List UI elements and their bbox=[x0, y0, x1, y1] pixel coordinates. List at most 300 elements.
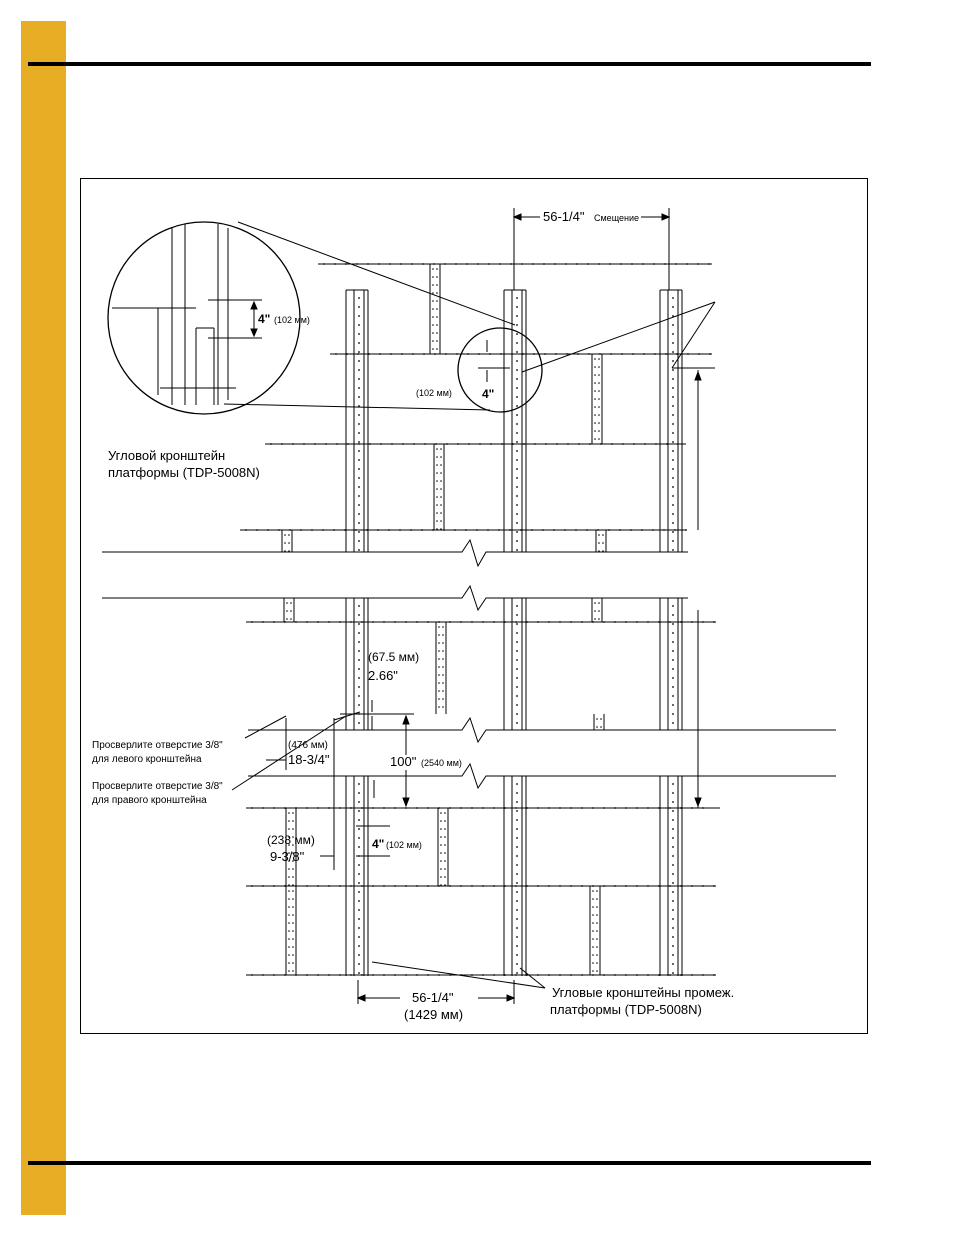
stiffener-hole bbox=[672, 450, 674, 452]
seam-bolt bbox=[284, 534, 286, 536]
seam-bolt bbox=[290, 618, 292, 620]
seam-bolt bbox=[592, 914, 594, 916]
bolt-hole bbox=[499, 263, 501, 265]
bolt-hole bbox=[581, 621, 583, 623]
stiffener-hole bbox=[672, 704, 674, 706]
dim-4-lower-mm-text: (102 мм) bbox=[386, 840, 422, 850]
stiffener-hole bbox=[516, 623, 518, 625]
stiffener-hole bbox=[358, 477, 360, 479]
seam-bolt bbox=[436, 348, 438, 350]
bolt-hole bbox=[454, 529, 456, 531]
stiffener-hole bbox=[672, 477, 674, 479]
seam-bolt bbox=[432, 292, 434, 294]
bolt-hole bbox=[647, 621, 649, 623]
stiffener-hole bbox=[516, 324, 518, 326]
seam-bolt bbox=[436, 284, 438, 286]
stiffener-hole bbox=[516, 668, 518, 670]
stiffener-hole bbox=[358, 918, 360, 920]
bolt-hole bbox=[523, 443, 525, 445]
bolt-hole bbox=[339, 807, 341, 809]
bolt-hole bbox=[306, 885, 308, 887]
bolt-hole bbox=[433, 263, 435, 265]
circle-mm-text: (102 мм) bbox=[416, 388, 452, 398]
stiffener-hole bbox=[516, 450, 518, 452]
seam-bolt bbox=[440, 472, 442, 474]
bolt-hole bbox=[545, 443, 547, 445]
dim-266-text: 2.66" bbox=[368, 668, 398, 683]
bolt-hole bbox=[262, 807, 264, 809]
seam-bolt bbox=[592, 922, 594, 924]
stiffener-hole bbox=[516, 414, 518, 416]
seam-bolt bbox=[598, 414, 600, 416]
stiffener-hole bbox=[358, 837, 360, 839]
seam-bolt bbox=[598, 602, 600, 604]
seam-bolt bbox=[436, 300, 438, 302]
stiffener-hole bbox=[672, 900, 674, 902]
bolt-hole bbox=[548, 885, 550, 887]
seam-bolt bbox=[432, 300, 434, 302]
stiffener-hole bbox=[516, 882, 518, 884]
bolt-hole bbox=[460, 807, 462, 809]
bolt-hole bbox=[273, 621, 275, 623]
stiffener-hole bbox=[672, 605, 674, 607]
stiffener-hole bbox=[516, 783, 518, 785]
bolt-hole bbox=[383, 885, 385, 887]
seam-bolt bbox=[592, 962, 594, 964]
seam-bolt bbox=[436, 528, 438, 530]
stiffener-hole bbox=[358, 360, 360, 362]
bolt-hole bbox=[427, 807, 429, 809]
break-line bbox=[102, 586, 688, 610]
stiffener-hole bbox=[358, 378, 360, 380]
seam-bolt bbox=[438, 642, 440, 644]
drill-right-label-2: для правого кронштейна bbox=[92, 795, 207, 806]
stiffener-hole bbox=[672, 882, 674, 884]
stiffener-hole bbox=[358, 864, 360, 866]
bolt-hole bbox=[460, 885, 462, 887]
seam-bolt bbox=[292, 828, 294, 830]
stiffener-hole bbox=[516, 513, 518, 515]
stiffener-hole bbox=[358, 954, 360, 956]
stiffener-hole bbox=[358, 387, 360, 389]
seam-bolt bbox=[440, 812, 442, 814]
seam-bolt bbox=[440, 820, 442, 822]
stiffener-hole bbox=[516, 936, 518, 938]
seam-bolt bbox=[432, 308, 434, 310]
seam-bolt bbox=[288, 890, 290, 892]
bolt-hole bbox=[521, 263, 523, 265]
seam-bolt bbox=[436, 488, 438, 490]
stiffener-hole bbox=[516, 918, 518, 920]
stiffener-hole bbox=[672, 846, 674, 848]
bottom-dim-mm-text: (1429 мм) bbox=[404, 1007, 464, 1022]
seam-bolt bbox=[598, 550, 600, 552]
seam-bolt bbox=[438, 674, 440, 676]
stiffener-hole bbox=[672, 686, 674, 688]
bolt-hole bbox=[416, 974, 418, 976]
bolt-hole bbox=[570, 621, 572, 623]
bolt-hole bbox=[631, 263, 633, 265]
offset-word-text: Смещение bbox=[594, 213, 640, 223]
seam-bolt bbox=[594, 430, 596, 432]
bolt-hole bbox=[565, 263, 567, 265]
seam-bolt bbox=[592, 970, 594, 972]
bolt-hole bbox=[444, 263, 446, 265]
bolt-hole bbox=[697, 263, 699, 265]
seam-bolt bbox=[288, 962, 290, 964]
stiffener-hole bbox=[672, 792, 674, 794]
seam-bolt bbox=[432, 340, 434, 342]
stiffener-hole bbox=[516, 695, 518, 697]
seam-bolt bbox=[438, 666, 440, 668]
seam-bolt bbox=[286, 610, 288, 612]
stiffener-hole bbox=[516, 405, 518, 407]
stiffener-hole bbox=[672, 641, 674, 643]
stiffener-hole bbox=[516, 360, 518, 362]
seam-bolt bbox=[290, 610, 292, 612]
bolt-hole bbox=[614, 621, 616, 623]
seam-bolt bbox=[292, 962, 294, 964]
bolt-hole bbox=[367, 263, 369, 265]
seam-bolt bbox=[442, 650, 444, 652]
bolt-hole bbox=[317, 885, 319, 887]
bolt-hole bbox=[356, 263, 358, 265]
stiffener-hole bbox=[516, 306, 518, 308]
stiffener-hole bbox=[672, 695, 674, 697]
seam-bolt bbox=[292, 954, 294, 956]
bolt-hole bbox=[603, 974, 605, 976]
bolt-hole bbox=[379, 353, 381, 355]
stiffener-hole bbox=[516, 387, 518, 389]
stiffener-hole bbox=[672, 369, 674, 371]
stiffener-hole bbox=[358, 783, 360, 785]
seam-bolt bbox=[292, 876, 294, 878]
stiffener-hole bbox=[358, 641, 360, 643]
stiffener-hole bbox=[672, 414, 674, 416]
bolt-hole bbox=[361, 621, 363, 623]
bolt-hole bbox=[702, 974, 704, 976]
bolt-hole bbox=[625, 974, 627, 976]
seam-bolt bbox=[444, 868, 446, 870]
bolt-hole bbox=[611, 443, 613, 445]
bolt-hole bbox=[311, 529, 313, 531]
stiffener-hole bbox=[358, 623, 360, 625]
stiffener-hole bbox=[516, 909, 518, 911]
stiffener-hole bbox=[516, 801, 518, 803]
bolt-hole bbox=[445, 353, 447, 355]
stiffener-hole bbox=[358, 846, 360, 848]
diagram-text bbox=[92, 209, 734, 1022]
bolt-hole bbox=[388, 529, 390, 531]
seam-bolt bbox=[288, 542, 290, 544]
seam-bolt bbox=[436, 504, 438, 506]
bolt-hole bbox=[708, 263, 710, 265]
seam-bolt bbox=[440, 488, 442, 490]
seam-bolt bbox=[438, 634, 440, 636]
bolt-hole bbox=[256, 529, 258, 531]
stiffener-hole bbox=[672, 549, 674, 551]
stiffener-hole bbox=[672, 486, 674, 488]
stiffener-hole bbox=[672, 909, 674, 911]
bolt-hole bbox=[625, 621, 627, 623]
seam-bolt bbox=[436, 480, 438, 482]
bolt-hole bbox=[636, 621, 638, 623]
stiffener-hole bbox=[672, 342, 674, 344]
bolt-hole bbox=[295, 621, 297, 623]
seam-bolt bbox=[444, 852, 446, 854]
bolt-hole bbox=[482, 807, 484, 809]
bolt-hole bbox=[515, 621, 517, 623]
bolt-hole bbox=[328, 621, 330, 623]
seam-bolt bbox=[440, 448, 442, 450]
stiffener-hole bbox=[516, 632, 518, 634]
bolt-hole bbox=[449, 885, 451, 887]
bolt-hole bbox=[317, 974, 319, 976]
seam-bolt bbox=[288, 954, 290, 956]
stiffener-hole bbox=[672, 531, 674, 533]
bolt-hole bbox=[369, 443, 371, 445]
seam-bolt bbox=[432, 284, 434, 286]
stiffener-hole bbox=[358, 695, 360, 697]
dim-67-mm-text: (67.5 мм) bbox=[368, 650, 420, 664]
stiffener-hole bbox=[358, 828, 360, 830]
bolt-hole bbox=[413, 443, 415, 445]
break-line bbox=[102, 540, 688, 566]
seam-bolt bbox=[598, 542, 600, 544]
bolt-hole bbox=[339, 885, 341, 887]
seam-bolt bbox=[596, 914, 598, 916]
bolt-hole bbox=[570, 885, 572, 887]
seam-bolt bbox=[594, 382, 596, 384]
stiffener-hole bbox=[672, 324, 674, 326]
bolt-hole bbox=[567, 443, 569, 445]
seam-bolt bbox=[592, 930, 594, 932]
bolt-hole bbox=[372, 974, 374, 976]
bolt-hole bbox=[592, 974, 594, 976]
bolt-hole bbox=[691, 885, 693, 887]
seam-bolt bbox=[596, 726, 598, 728]
bolt-hole bbox=[614, 974, 616, 976]
seam-bolt bbox=[438, 658, 440, 660]
seam-bolt bbox=[444, 860, 446, 862]
seam-bolt bbox=[288, 898, 290, 900]
stiffener-hole bbox=[516, 614, 518, 616]
stiffener-hole bbox=[516, 659, 518, 661]
stiffener-hole bbox=[516, 468, 518, 470]
stiffener-hole bbox=[516, 369, 518, 371]
bolt-hole bbox=[641, 529, 643, 531]
bolt-hole bbox=[401, 353, 403, 355]
seam-bolt bbox=[288, 970, 290, 972]
bolt-hole bbox=[482, 621, 484, 623]
bolt-hole bbox=[698, 353, 700, 355]
seam-bolt bbox=[440, 852, 442, 854]
stiffener-hole bbox=[672, 936, 674, 938]
stiffener-hole bbox=[358, 459, 360, 461]
stiffener-hole bbox=[672, 632, 674, 634]
bolt-hole bbox=[251, 621, 253, 623]
bolt-hole bbox=[488, 263, 490, 265]
stiffener-hole bbox=[516, 972, 518, 974]
seam-bolt bbox=[292, 946, 294, 948]
stiffener-hole bbox=[516, 891, 518, 893]
bolt-hole bbox=[471, 885, 473, 887]
stiffener-hole bbox=[672, 837, 674, 839]
bolt-hole bbox=[532, 263, 534, 265]
stiffener-hole bbox=[672, 441, 674, 443]
bolt-hole bbox=[467, 353, 469, 355]
bolt-hole bbox=[273, 885, 275, 887]
stiffener-hole bbox=[358, 704, 360, 706]
stiffener-hole bbox=[672, 855, 674, 857]
stiffener-hole bbox=[672, 387, 674, 389]
stiffener-hole bbox=[516, 432, 518, 434]
seam-bolt bbox=[292, 884, 294, 886]
seam-bolt bbox=[436, 276, 438, 278]
bolt-hole bbox=[669, 621, 671, 623]
bolt-hole bbox=[449, 621, 451, 623]
stiffener-hole bbox=[358, 882, 360, 884]
bolt-hole bbox=[544, 353, 546, 355]
seam-bolt bbox=[596, 954, 598, 956]
bolt-hole bbox=[438, 621, 440, 623]
bolt-hole bbox=[687, 353, 689, 355]
seam-bolt bbox=[292, 938, 294, 940]
bolt-hole bbox=[665, 353, 667, 355]
bolt-hole bbox=[476, 529, 478, 531]
stiffener-hole bbox=[358, 963, 360, 965]
stiffener-hole bbox=[516, 342, 518, 344]
stiffener-hole bbox=[516, 486, 518, 488]
seam-bolt bbox=[436, 448, 438, 450]
seam-bolt bbox=[602, 542, 604, 544]
bolt-hole bbox=[383, 974, 385, 976]
seam-bolt bbox=[436, 316, 438, 318]
stiffener-hole bbox=[358, 659, 360, 661]
seam-bolt bbox=[594, 610, 596, 612]
bolt-hole bbox=[564, 529, 566, 531]
bolt-hole bbox=[614, 885, 616, 887]
seam-bolt bbox=[440, 528, 442, 530]
bolt-hole bbox=[609, 263, 611, 265]
bolt-hole bbox=[498, 529, 500, 531]
stiffener-hole bbox=[516, 713, 518, 715]
bolt-hole bbox=[435, 443, 437, 445]
bolt-hole bbox=[477, 263, 479, 265]
seam-bolt bbox=[292, 970, 294, 972]
bolt-hole bbox=[534, 443, 536, 445]
stiffener-hole bbox=[358, 900, 360, 902]
bolt-hole bbox=[405, 974, 407, 976]
bolt-hole bbox=[559, 885, 561, 887]
drill-left-label-1: Просверлите отверстие 3/8" bbox=[92, 740, 223, 751]
bolt-hole bbox=[350, 807, 352, 809]
bolt-hole bbox=[400, 263, 402, 265]
stiffener-hole bbox=[672, 378, 674, 380]
bolt-hole bbox=[510, 263, 512, 265]
seam-bolt bbox=[594, 438, 596, 440]
seam-bolt bbox=[288, 876, 290, 878]
stiffener-hole bbox=[358, 306, 360, 308]
stiffener-hole bbox=[672, 540, 674, 542]
stiffener-hole bbox=[516, 650, 518, 652]
seam-bolt bbox=[442, 626, 444, 628]
stiffener-hole bbox=[516, 540, 518, 542]
stiffener-hole bbox=[516, 549, 518, 551]
seam-bolt bbox=[592, 898, 594, 900]
stiffener-hole bbox=[358, 722, 360, 724]
stiffener-hole bbox=[358, 432, 360, 434]
bolt-hole bbox=[377, 529, 379, 531]
bolt-hole bbox=[267, 529, 269, 531]
bolt-hole bbox=[394, 974, 396, 976]
seam-bolt bbox=[432, 324, 434, 326]
stiffener-hole bbox=[672, 495, 674, 497]
bolt-hole bbox=[323, 263, 325, 265]
bolt-hole bbox=[599, 353, 601, 355]
bolt-hole bbox=[515, 885, 517, 887]
bolt-hole bbox=[642, 263, 644, 265]
stiffener-hole bbox=[672, 810, 674, 812]
bolt-hole bbox=[333, 529, 335, 531]
stiffener-hole bbox=[516, 954, 518, 956]
bolt-hole bbox=[664, 263, 666, 265]
stiffener-hole bbox=[358, 801, 360, 803]
bolt-hole bbox=[501, 443, 503, 445]
bolt-hole bbox=[361, 807, 363, 809]
bolt-hole bbox=[389, 263, 391, 265]
seam-bolt bbox=[438, 626, 440, 628]
bolt-hole bbox=[328, 885, 330, 887]
bolt-hole bbox=[559, 974, 561, 976]
bolt-hole bbox=[292, 443, 294, 445]
bolt-hole bbox=[575, 529, 577, 531]
stiffener-hole bbox=[672, 945, 674, 947]
dim-476-mm-text: (476 мм) bbox=[288, 740, 328, 751]
bolt-hole bbox=[405, 621, 407, 623]
stiffener-hole bbox=[672, 927, 674, 929]
seam-bolt bbox=[444, 844, 446, 846]
bolt-hole bbox=[702, 621, 704, 623]
stiffener-hole bbox=[672, 668, 674, 670]
stiffener-hole bbox=[516, 378, 518, 380]
stiffener-hole bbox=[358, 614, 360, 616]
stiffener-hole bbox=[358, 810, 360, 812]
seam-bolt bbox=[292, 906, 294, 908]
seam-bolt bbox=[440, 504, 442, 506]
seam-bolt bbox=[436, 456, 438, 458]
stiffener-hole bbox=[358, 549, 360, 551]
seam-bolt bbox=[592, 946, 594, 948]
seam-bolt bbox=[442, 642, 444, 644]
seam-bolt bbox=[288, 828, 290, 830]
bolt-hole bbox=[339, 974, 341, 976]
stiffener-hole bbox=[516, 315, 518, 317]
stiffener-hole bbox=[672, 351, 674, 353]
seam-bolt bbox=[436, 340, 438, 342]
bolt-hole bbox=[456, 353, 458, 355]
bolt-hole bbox=[589, 443, 591, 445]
stiffener-hole bbox=[672, 513, 674, 515]
bolt-hole bbox=[339, 621, 341, 623]
bolt-hole bbox=[515, 807, 517, 809]
bolt-hole bbox=[471, 974, 473, 976]
bolt-hole bbox=[303, 443, 305, 445]
stiffener-hole bbox=[358, 677, 360, 679]
corner-bracket-label-1: Угловой кронштейн bbox=[108, 448, 226, 463]
bolt-hole bbox=[487, 529, 489, 531]
bolt-hole bbox=[399, 529, 401, 531]
